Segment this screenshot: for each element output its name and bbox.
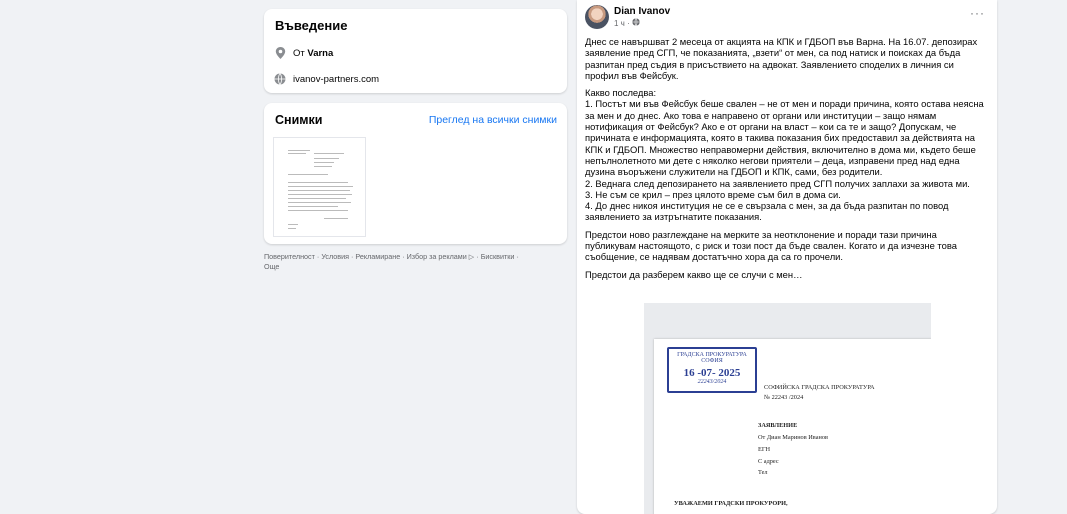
intro-location (274, 47, 333, 59)
document-salutation: УВАЖАЕМИ ГРАДСКИ ПРОКУРОРИ, (674, 500, 788, 507)
ad-choices-icon: ▷ (468, 252, 475, 261)
website-link[interactable]: ivanov-partners.com (293, 73, 380, 85)
audience-globe-icon (632, 19, 640, 28)
more-options-icon[interactable]: ··· (970, 6, 985, 20)
post-text (585, 36, 989, 286)
post-time[interactable]: 1 ч (614, 19, 625, 28)
post-document-image[interactable] (644, 303, 931, 514)
document-address: С адрес (758, 458, 779, 465)
document-tel: Тел (758, 469, 768, 476)
stamp-line2: СОФИЯ (701, 358, 723, 364)
document-paper (654, 339, 931, 514)
document-from: От Диан Маринов Иванов (758, 434, 828, 441)
intro-card (264, 9, 567, 93)
post-paragraph: Предстои ново разглеждане на мерките за неотклонение и поради тази причина публикувам настоящото, с риск и този пост да бъде свален. Когато и да изчезне това съобщение, се надявам достатъчно хора да са го прочели. (585, 228, 957, 263)
stamp-number: 22243/2024 (697, 379, 727, 385)
post-paragraph: Днес се навършват 2 месеца от акцията на КПК и ГДБОП във Варна. На 16.07. депозирах заявление пред СГП, че показанията, „взети“ от мен, са под натиск и поисках да бъда разпитан пред съдия в присъствието на адвокат. Заявлението споделих в личния си профил във Фейсбук. (585, 36, 978, 81)
footer-advertising-link[interactable]: Рекламиране (355, 252, 401, 261)
post-paragraph: 3. Не съм се крил – през цялото време съм бил в дома си. (585, 188, 841, 200)
see-all-photos-link[interactable]: Преглед на всички снимки (428, 114, 557, 126)
post-paragraph: 4. До днес никоя институция не се е свързала с мен, за да бъда разпитан по повод заявлението за изтръгнатите показания. (585, 200, 949, 223)
registration-stamp (667, 347, 757, 393)
post-paragraph: 1. Постът ми във Фейсбук беше свален – не от мен и поради причина, която остава неясна за мен и до днес. Ако това е направено от органи или институции – защо нямам нотификация от Фейсбук? Ако е от органи на власт – кои са те и защо? Допускам, че причината е информацията, която в такива показания бих предоставил за действията на КПК и ГДБОП. Множество неправомерни действия, включително в дома ми, където беше непълнолетното ми дете с няколко негови приятели – деца, изправени пред над една дузина въоръжени служители на ГДБОП и КПК, сами, без родители. (585, 98, 984, 178)
photos-card (264, 103, 567, 244)
footer-privacy-link[interactable]: Поверителност (264, 252, 315, 261)
footer-terms-link[interactable]: Условия (321, 252, 350, 261)
footer-links: Поверителност · Условия · Рекламиране · Избор за реклами ▷ · Бисквитки · Още (264, 252, 519, 271)
post-card (577, 0, 997, 514)
stamp-date: 16 -07- 2025 (683, 367, 741, 379)
location-name[interactable]: Varna (307, 47, 334, 59)
footer-cookies-link[interactable]: Бисквитки (480, 252, 515, 261)
location-prefix: От (293, 47, 308, 59)
document-addressee: СОФИЙСКА ГРАДСКА ПРОКУРАТУРА (764, 384, 875, 391)
post-paragraph: Какво последва: (585, 87, 657, 99)
author-avatar[interactable] (585, 5, 609, 29)
globe-icon (274, 73, 286, 85)
photo-thumbnail[interactable] (273, 137, 366, 237)
footer-more-link[interactable]: Още (264, 261, 280, 271)
location-pin-icon (274, 47, 286, 59)
post-author[interactable]: Dian Ivanov (614, 6, 671, 17)
post-list (585, 87, 989, 223)
document-heading: ЗАЯВЛЕНИЕ (758, 422, 798, 429)
post-meta: 1 ч · (614, 18, 640, 28)
footer-ad-choices-link[interactable]: Избор за реклами (406, 252, 467, 261)
post-paragraph: Предстои да разберем какво ще се случи с мен… (585, 268, 803, 280)
stamp-line1: ГРАДСКА ПРОКУРАТУРА (677, 352, 747, 358)
document-egn: ЕГН (758, 446, 771, 453)
document-ref: № 22243 /2024 (764, 394, 804, 401)
post-paragraph: 2. Веднага след депозирането на заявлението пред СГП получих заплахи за живота ми. (585, 177, 970, 189)
intro-title: Въведение (275, 18, 348, 33)
intro-website (274, 73, 379, 85)
photos-title: Снимки (275, 113, 323, 127)
